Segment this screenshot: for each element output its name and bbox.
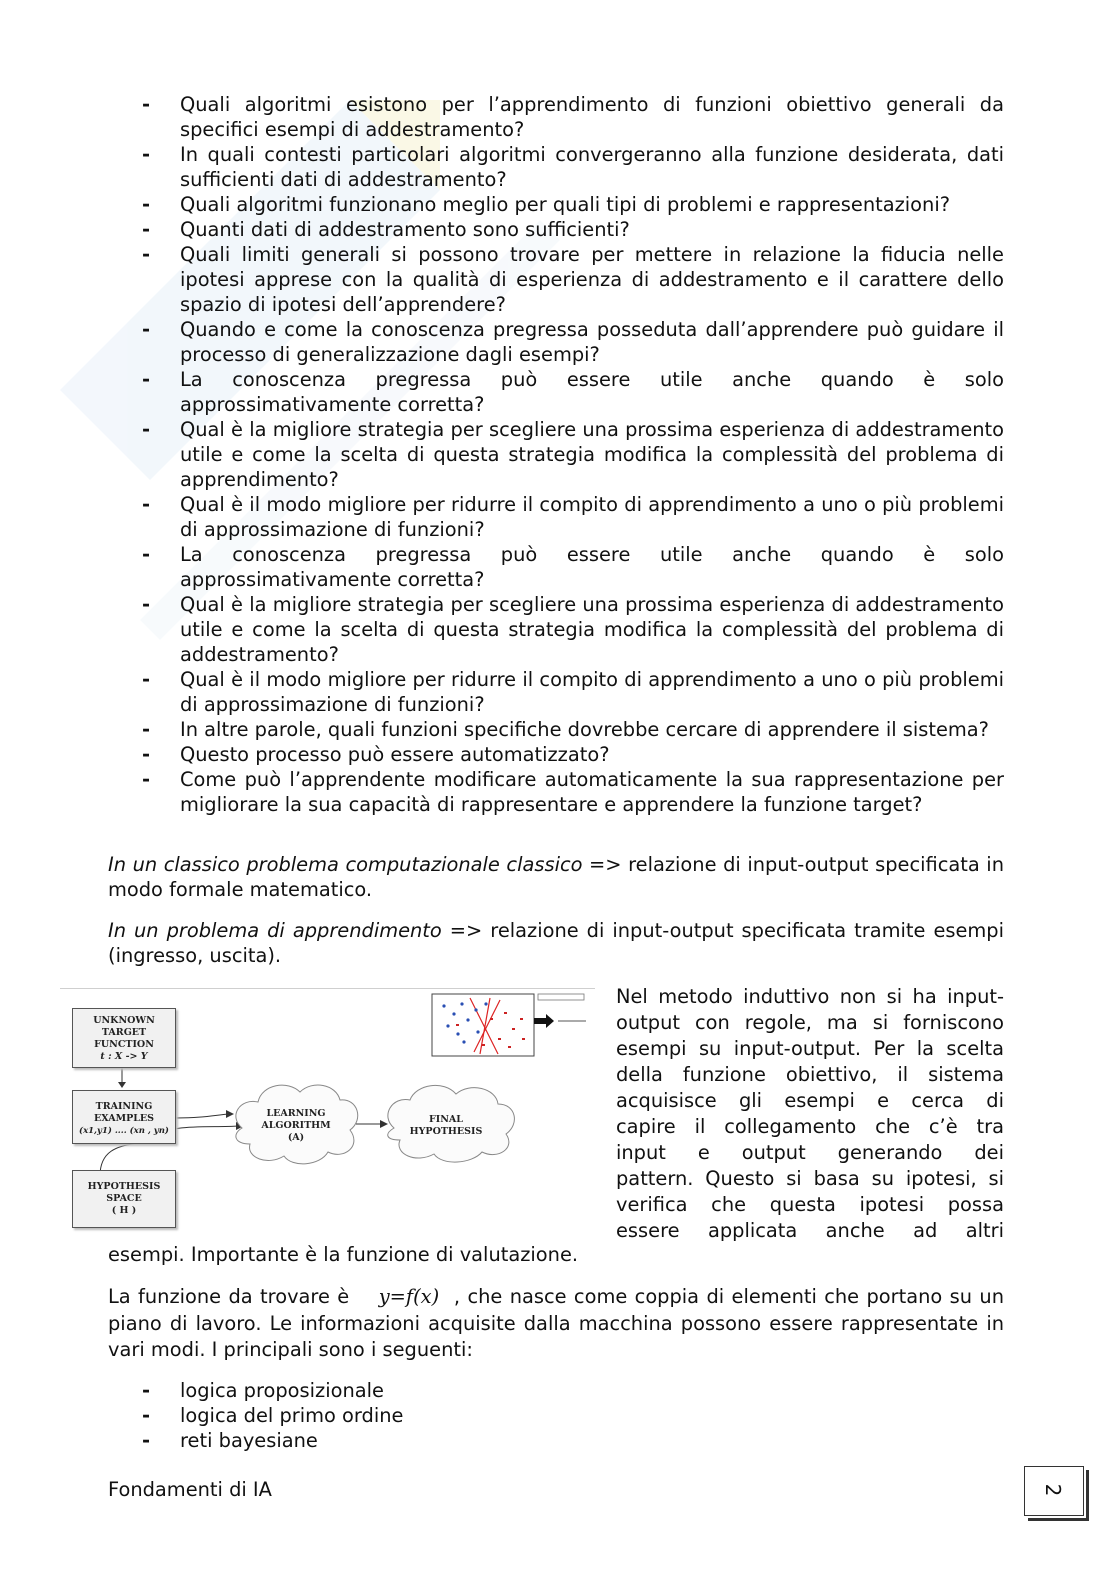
list-item: - logica del primo ordine [108, 1403, 1004, 1428]
questions-list [108, 92, 1004, 817]
list-item: - Come può l’apprendente modificare automaticamente la sua rappresentazione per migliorare la sua capacità di rappresentare e apprendere la funzione target? [108, 767, 1004, 817]
list-item: - In altre parole, quali funzioni specifiche dovrebbe cercare di apprendere il sistema? [108, 717, 1004, 742]
list-item: - Qual è la migliore strategia per scegliere una prossima esperienza di addestramento utile e come la scelta di questa strategia modifica la complessità del problema di apprendimento? [108, 417, 1004, 492]
learning-algorithm-label: LEARNING ALGORITHM (A) [261, 1108, 331, 1143]
list-item: - Quando e come la conoscenza pregressa posseduta dall’apprendere può guidare il processo di generalizzazione dagli esempi? [108, 317, 1004, 367]
page-number: 2 [1041, 1483, 1065, 1497]
list-item: - Qual è il modo migliore per ridurre il compito di apprendimento a uno o più problemi di approssimazione di funzioni? [108, 667, 1004, 717]
list-item: - Quali limiti generali si possono trovare per mettere in relazione la fiducia nelle ipotesi apprese con la qualità di esperienza di addestramento e il carattere dello spazio di ipotesi dell’apprendere? [108, 242, 1004, 317]
classic-problem-paragraph: In un classico problema computazionale classico => relazione di input-output specificata in modo formale matematico. [108, 853, 1004, 901]
list-item: - In quali contesti particolari algoritmi convergeranno alla funzione desiderata, dati sufficienti dati di addestramento? [108, 142, 1004, 192]
function-paragraph: La funzione da trovare è y=f(x) , che nasce come coppia di elementi che portano su un piano di lavoro. Le informazioni acquisite dalla macchina possono essere rappresentate in vari modi. I principali sono i seguenti: [108, 1285, 1004, 1361]
list-item: - Questo processo può essere automatizzato? [108, 742, 1004, 767]
list-item: - Qual è la migliore strategia per scegliere una prossima esperienza di addestramento utile e come la scelta di questa strategia modifica la complessità del problema di addestramento? [108, 592, 1004, 667]
training-examples-box: TRAINING EXAMPLES (x1,y1) .... (xn , yn) [72, 1090, 176, 1144]
list-item: - Quali algoritmi esistono per l’apprendimento di funzioni obiettivo generali da specifici esempi di addestramento? [108, 92, 1004, 142]
final-hypothesis-label: FINAL HYPOTHESIS [409, 1114, 483, 1137]
list-item: - Qual è il modo migliore per ridurre il compito di apprendimento a uno o più problemi di approssimazione di funzioni? [108, 492, 1004, 542]
formula: y=f(x) [378, 1285, 440, 1308]
learning-diagram [60, 988, 600, 1232]
representations-list [108, 1378, 1004, 1453]
hypothesis-space-box: HYPOTHESIS SPACE ( H ) [72, 1170, 176, 1228]
unknown-target-function-box: UNKNOWN TARGET FUNCTION t : X -> Y [72, 1008, 176, 1068]
list-item: - reti bayesiane [108, 1428, 1004, 1453]
list-item: - Quali algoritmi funzionano meglio per quali tipi di problemi e rappresentazioni? [108, 192, 1004, 217]
list-item: - Quanti dati di addestramento sono sufficienti? [108, 217, 1004, 242]
document-page: - Quali algoritmi esistono per l’apprendimento di funzioni obiettivo generali da specifici esempi di addestramento? - In quali contesti particolari algoritmi convergeranno alla funzione desiderata, dati sufficienti dati di addestramento? - Quali algoritmi funzionano meglio per quali tipi di problemi e rappresentazioni? - Quanti dati di addestramento sono sufficienti? - Quali limiti generali si possono trovare per mettere in relazione la fiducia nelle ipotesi apprese con la qualità di esperienza di addestramento e il carattere dello spazio di ipotesi dell’apprendere? - Quando e come la conoscenza pregressa posseduta dall’apprendere può guidare il processo di generalizzazione dagli esempi? - La conoscenza pregressa può essere utile anche quando è solo approssimativamente corretta? - Qual è la migliore strategia per scegliere una prossima esperienza di addestramento utile e come la scelta di questa strategia modifica la complessità del problema di apprendimento? - Qual è il modo migliore per ridurre il compito di apprendimento a uno o più problemi di approssimazione di funzioni? - La conoscenza pregressa può essere utile anche quando è solo approssimativamente corretta? - Qual è la migliore strategia per scegliere una prossima esperienza di addestramento utile e come la scelta di questa strategia modifica la complessità del problema di addestramento? - Qual è il modo migliore per ridurre il compito di apprendimento a uno o più problemi di approssimazione di funzioni? - In altre parole, quali funzioni specifiche dovrebbe cercare di apprendere il sistema? - Questo processo può essere automatizzato? - Come può l’apprendente modificare automaticamente la sua rappresentazione per migliorare la sua capacità di rappresentare e apprendere la funzione target? In un classico problema computazionale classico => relazione di input-output specificata in modo formale matematico. In un problema di apprendimento => relazione di input-output specificata tramite esempi (ingresso, uscita). UNKNOWN TARGET FUNCTION t : X -> Y TRAINING EXAMPLES (x1,y1) .... (xn , yn) HYPOTHESIS SPACE ( H ) LEARNING ALGORITHM (A) FINAL HYPOTHESIS Nel metodo induttivo non si ha input- output con regole, ma si forniscono esempi su input-output. Per la scelta della funzione obiettivo, il sistema acquisisce gli esempi e cerca di capire il collegamento che c’è tra input e output generando dei pattern. Questo si basa su ipotesi, si verifica che questa ipotesi possa essere applicata anche ad altri esempi. Importante è la funzione di valutazione. La funzione da trovare è y=f(x) , che nasce come coppia di elementi che portano su un piano di lavoro. Le informazioni acquisite dalla macchina possono essere rappresentate in vari modi. I principali sono i seguenti: - logica proposizionale - logica del primo ordine - reti bayesiane Fondamenti di IA 2 [0, 0, 1116, 1579]
learning-problem-paragraph: In un problema di apprendimento => relazione di input-output specificata tramite esempi (ingresso, uscita). [108, 919, 1004, 967]
list-item: - La conoscenza pregressa può essere utile anche quando è solo approssimativamente corretta? [108, 542, 1004, 592]
page-number-box [1024, 1466, 1084, 1516]
footer-title: Fondamenti di IA [108, 1478, 272, 1501]
list-item: - La conoscenza pregressa può essere utile anche quando è solo approssimativamente corretta? [108, 367, 1004, 417]
list-item: - logica proposizionale [108, 1378, 1004, 1403]
